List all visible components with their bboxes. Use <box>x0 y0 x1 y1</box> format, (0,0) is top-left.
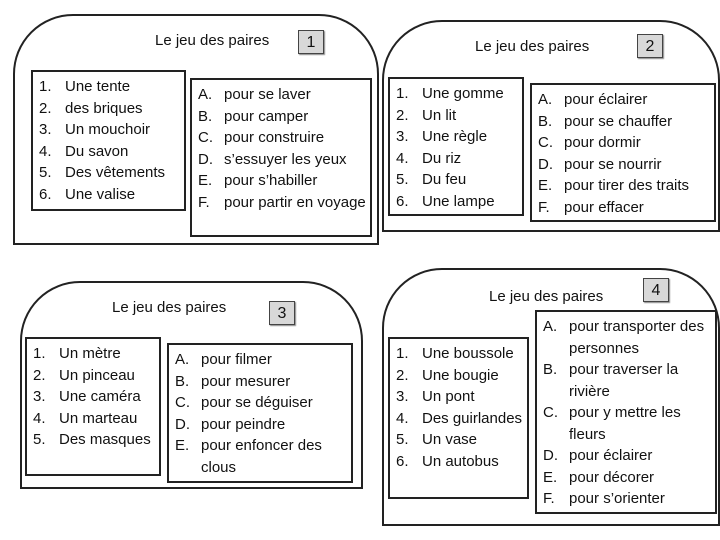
list-item <box>33 429 155 451</box>
list-item <box>175 392 347 414</box>
list-item-text: Un mouchoir <box>65 121 151 138</box>
card-1-title: Le jeu des paires <box>155 32 270 49</box>
list-item-text: pour enfoncer des clous <box>201 437 322 476</box>
list-item <box>396 105 518 127</box>
list-item <box>396 408 523 430</box>
list-item <box>396 365 523 387</box>
list-item-text: pour transporter des personnes <box>569 318 705 357</box>
list-item-text: Un lit <box>422 106 457 124</box>
list-item-marker: 3. <box>396 388 409 405</box>
card-1-uses-list <box>190 78 372 237</box>
list-item <box>538 175 710 197</box>
list-item-marker: 6. <box>396 452 409 470</box>
list-item-marker: 4. <box>396 409 409 427</box>
list-item <box>198 106 366 128</box>
list-item <box>396 343 523 365</box>
card-4-objects <box>396 343 523 472</box>
list-item-text: pour construire <box>224 129 325 146</box>
list-item-marker: 1. <box>396 345 409 362</box>
list-item-text: Un autobus <box>422 452 499 470</box>
card-2-uses <box>538 89 710 218</box>
list-item <box>538 89 710 111</box>
list-item-text: pour filmer <box>201 351 272 368</box>
list-item <box>538 132 710 154</box>
list-item-marker: D. <box>538 155 553 173</box>
card-1-objects <box>39 76 180 205</box>
list-item-marker: C. <box>538 134 553 151</box>
list-item <box>538 197 710 219</box>
list-item-marker: 2. <box>396 106 409 124</box>
card-3-uses <box>175 349 347 478</box>
list-item <box>396 386 523 408</box>
list-item-text: Une lampe <box>422 192 495 210</box>
list-item <box>396 83 518 105</box>
list-item-text: pour effacer <box>564 198 644 216</box>
list-item <box>543 445 711 467</box>
card-3-objects-list <box>25 337 161 476</box>
list-item <box>198 192 366 214</box>
list-item-text: pour dormir <box>564 134 641 151</box>
list-item <box>175 349 347 371</box>
list-item-text: Un vase <box>422 431 478 448</box>
list-item <box>198 149 366 171</box>
list-item-marker: D. <box>198 150 213 168</box>
list-item <box>175 435 347 478</box>
list-item <box>538 154 710 176</box>
list-item-marker: C. <box>175 394 190 411</box>
list-item-marker: F. <box>198 193 210 211</box>
list-item-marker: A. <box>198 86 213 103</box>
card-4-objects-list <box>388 337 529 499</box>
list-item-marker: 5. <box>396 171 409 188</box>
card-4-uses <box>543 316 711 510</box>
list-item <box>396 126 518 148</box>
list-item-marker: A. <box>543 318 558 335</box>
list-item <box>198 170 366 192</box>
list-item-marker: B. <box>198 107 213 125</box>
card-2-number-badge: 2 <box>637 34 663 58</box>
list-item <box>396 429 523 451</box>
list-item-text: pour éclairer <box>564 91 648 108</box>
list-item <box>543 467 711 489</box>
list-item <box>33 343 155 365</box>
list-item-text: pour se déguiser <box>201 394 313 411</box>
list-item-text: pour traverser la rivière <box>569 361 679 400</box>
list-item <box>33 408 155 430</box>
list-item-text: Une gomme <box>422 85 504 102</box>
list-item-marker: B. <box>175 372 190 390</box>
list-item-text: Des masques <box>59 431 151 448</box>
list-item-text: pour décorer <box>569 468 655 486</box>
list-item-marker: C. <box>198 129 213 146</box>
list-item-text: pour peindre <box>201 415 286 433</box>
list-item-text: Un pont <box>422 388 475 405</box>
list-item-marker: C. <box>543 404 558 421</box>
list-item <box>543 359 711 402</box>
list-item-marker: 2. <box>33 366 46 384</box>
list-item-text: pour partir en voyage <box>224 193 366 211</box>
list-item-text: Une caméra <box>59 388 141 405</box>
list-item <box>543 488 711 510</box>
card-2-title: Le jeu des paires <box>475 38 590 55</box>
list-item-marker: 1. <box>39 78 52 95</box>
list-item-text: Un mètre <box>59 345 121 362</box>
list-item-marker: 4. <box>396 149 409 167</box>
list-item-text: Un pinceau <box>59 366 135 384</box>
list-item <box>39 119 180 141</box>
card-4-title: Le jeu des paires <box>489 288 604 305</box>
list-item-marker: 1. <box>396 85 409 102</box>
list-item <box>198 84 366 106</box>
card-1-objects-list <box>31 70 186 211</box>
card-3-uses-list <box>167 343 353 483</box>
list-item-marker: 1. <box>33 345 46 362</box>
list-item-marker: E. <box>175 437 190 454</box>
card-4-uses-list <box>535 310 717 514</box>
list-item <box>33 365 155 387</box>
list-item-text: Du savon <box>65 142 129 160</box>
list-item <box>396 191 518 213</box>
card-2-objects-list <box>388 77 524 216</box>
list-item-marker: 5. <box>33 431 46 448</box>
list-item-marker: 3. <box>396 128 409 145</box>
list-item-text: pour se laver <box>224 86 311 103</box>
list-item-marker: A. <box>175 351 190 368</box>
list-item-marker: 2. <box>39 99 52 117</box>
list-item <box>39 141 180 163</box>
card-1-number-badge: 1 <box>298 30 324 54</box>
list-item-text: Des vêtements <box>65 164 166 181</box>
list-item <box>543 316 711 359</box>
list-item-marker: 5. <box>39 164 52 181</box>
list-item <box>538 111 710 133</box>
card-2-uses-list <box>530 83 716 222</box>
list-item-text: Des guirlandes <box>422 409 523 427</box>
list-item-text: pour mesurer <box>201 372 291 390</box>
list-item-text: pour tirer des traits <box>564 177 690 194</box>
list-item-marker: E. <box>198 172 213 189</box>
list-item-marker: F. <box>538 198 550 216</box>
list-item-marker: B. <box>538 112 553 130</box>
list-item-marker: B. <box>543 361 558 378</box>
list-item-text: pour camper <box>224 107 309 125</box>
card-2-objects <box>396 83 518 212</box>
list-item-marker: 2. <box>396 366 409 384</box>
list-item-marker: A. <box>538 91 553 108</box>
list-item-marker: E. <box>538 177 553 194</box>
list-item <box>39 184 180 206</box>
list-item-text: pour s’orienter <box>569 490 665 507</box>
list-item-text: Une règle <box>422 128 488 145</box>
list-item-text: s’essuyer les yeux <box>224 150 347 168</box>
list-item-text: pour y mettre les fleurs <box>569 404 681 443</box>
list-item-marker: D. <box>543 447 558 464</box>
list-item-text: Un marteau <box>59 409 138 427</box>
list-item-text: Une valise <box>65 185 136 203</box>
list-item <box>396 148 518 170</box>
list-item <box>33 386 155 408</box>
list-item-marker: 5. <box>396 431 409 448</box>
list-item-marker: 4. <box>33 409 46 427</box>
list-item-text: pour se nourrir <box>564 155 662 173</box>
list-item <box>39 76 180 98</box>
list-item-marker: 6. <box>39 185 52 203</box>
list-item-marker: D. <box>175 415 190 433</box>
list-item-marker: F. <box>543 490 555 507</box>
card-3-number-badge: 3 <box>269 301 295 325</box>
list-item <box>39 162 180 184</box>
list-item-marker: 6. <box>396 192 409 210</box>
card-3-objects <box>33 343 155 451</box>
list-item <box>198 127 366 149</box>
list-item-text: Du feu <box>422 171 467 188</box>
list-item-marker: 4. <box>39 142 52 160</box>
list-item-text: Une bougie <box>422 366 499 384</box>
list-item <box>543 402 711 445</box>
list-item-text: pour s’habiller <box>224 172 318 189</box>
list-item <box>39 98 180 120</box>
list-item <box>396 169 518 191</box>
list-item-text: pour se chauffer <box>564 112 673 130</box>
list-item-text: pour éclairer <box>569 447 653 464</box>
list-item-marker: 3. <box>39 121 52 138</box>
list-item <box>175 414 347 436</box>
list-item-text: Une boussole <box>422 345 514 362</box>
card-3-title: Le jeu des paires <box>112 299 227 316</box>
list-item <box>396 451 523 473</box>
list-item-marker: E. <box>543 468 558 486</box>
list-item-text: des briques <box>65 99 143 117</box>
list-item-marker: 3. <box>33 388 46 405</box>
card-4-number-badge: 4 <box>643 278 669 302</box>
list-item <box>175 371 347 393</box>
list-item-text: Du riz <box>422 149 462 167</box>
list-item-text: Une tente <box>65 78 131 95</box>
card-1-uses <box>198 84 366 213</box>
